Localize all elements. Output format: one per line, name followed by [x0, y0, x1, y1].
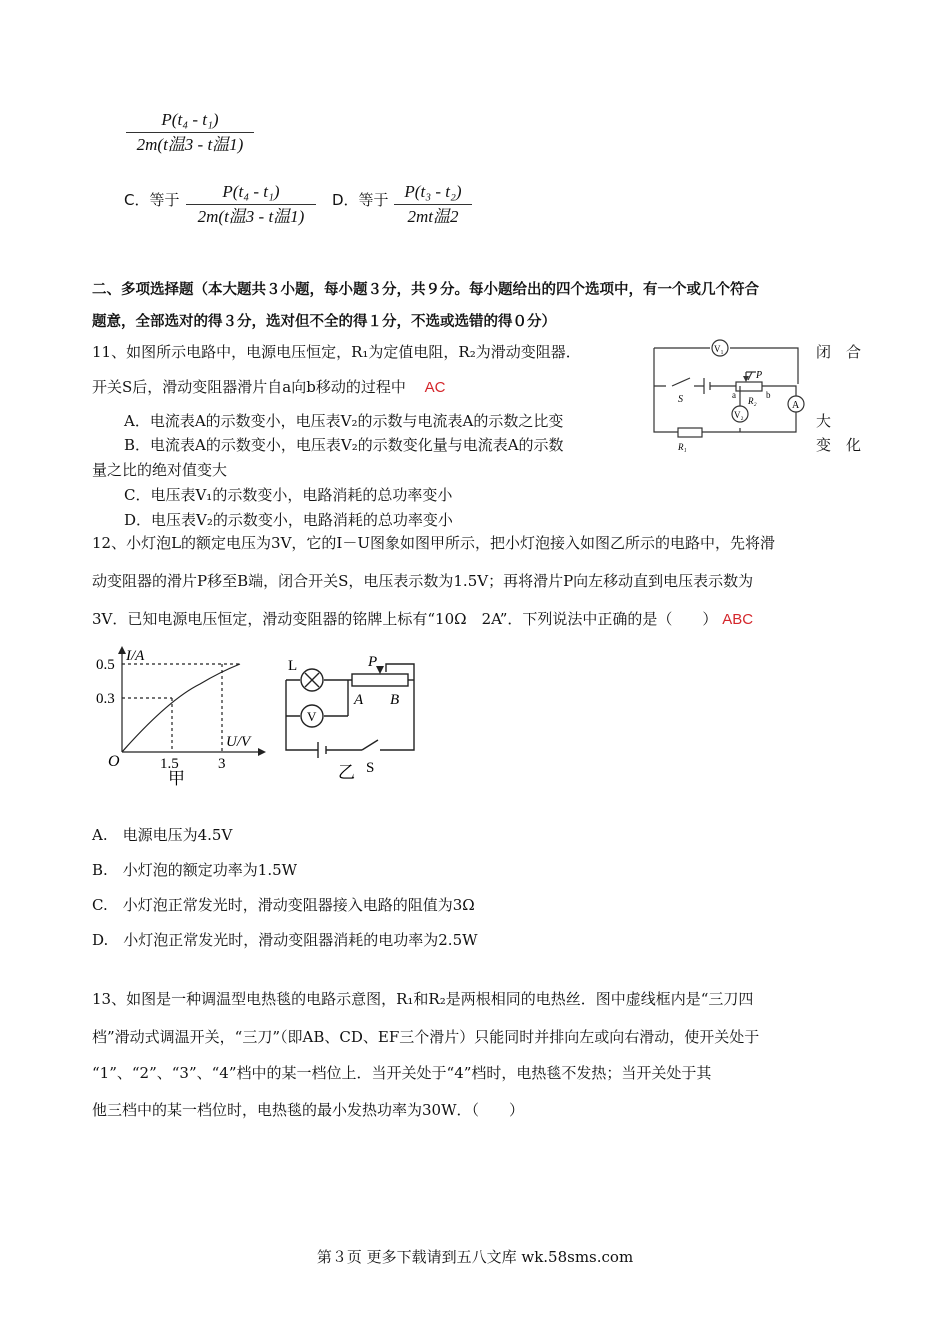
graph-tick-x1: 1.5 [160, 756, 179, 772]
circuit-caption: 乙 [338, 763, 355, 782]
graph-tick-y1: 0.5 [96, 657, 115, 673]
graph-tick-x2: 3 [218, 756, 226, 772]
q12-line3 [92, 608, 753, 629]
q12-option-a: A. 电源电压为4.5V [92, 826, 233, 844]
fig-label-r2: R₂ [748, 396, 757, 406]
q11-answer: AC [424, 379, 446, 396]
q11-circuit-figure [648, 332, 834, 458]
q12-option-c: C. 小灯泡正常发光时，滑动变阻器接入电路的阻值为3Ω [92, 896, 475, 914]
q11-line2 [92, 376, 445, 397]
fig-label-v1: V₁ [714, 344, 724, 354]
q12-option-d: D. 小灯泡正常发光时，滑动变阻器消耗的电功率为2.5W [92, 931, 478, 949]
circuit-label-p: P [368, 654, 378, 670]
q11-option-a-tail: 大 [816, 412, 832, 430]
fraction-denominator: 2m(t温3 - t温1) [186, 204, 316, 229]
section-heading-line1: 二、多项选择题（本大题共３小题，每小题３分，共９分。每小题给出的四个选项中，有一个或几个符合 [92, 282, 759, 298]
q11-stem: 开关S后，滑动变阻器滑片自a向b移动的过程中 [92, 378, 406, 396]
fraction-d [394, 180, 472, 229]
fig-label-pb: b [766, 390, 771, 400]
q11-option-b-cont: 量之比的绝对值变大 [92, 461, 228, 479]
fraction-top [126, 108, 254, 157]
q11-line1-tail: 闭 合 [816, 343, 862, 361]
q11-option-b-tail: 变 化 [816, 436, 862, 454]
page-footer: 第３页 更多下载请到五八文库 wk.58sms.com [316, 1248, 634, 1266]
q12-stem-end: 3V．已知电源电压恒定，滑动变阻器的铭牌上标有“10Ω 2A”．下列说法中正确的是（ ） [92, 610, 718, 628]
fraction-numerator: P(t₃ - t₂) [404, 182, 462, 201]
fraction-numerator: P(t₄ - t₁) [222, 182, 280, 201]
q12-option-b: B. 小灯泡的额定功率为1.5W [92, 861, 298, 879]
q11-line1: 11、如图所示电路中，电源电压恒定，R₁为定值电阻，R₂为滑动变阻器． [92, 343, 581, 361]
circuit-label-b: B [390, 692, 400, 708]
fraction-c [186, 180, 316, 229]
fig-label-v2: V₂ [734, 410, 744, 420]
option-c-label: C．等于 [124, 191, 180, 209]
fig-label-r1: R₁ [678, 442, 687, 452]
circuit-label-l: L [288, 658, 298, 674]
option-d-label: D．等于 [332, 191, 389, 209]
circuit-label-s: S [366, 760, 375, 776]
graph-tick-y2: 0.3 [96, 691, 115, 707]
graph-ylabel: I/A [126, 648, 145, 664]
q12-circuit [274, 650, 424, 782]
circuit-label-a: A [354, 692, 364, 708]
q13-line4: 他三档中的某一档位时，电热毯的最小发热功率为30W．（ ） [92, 1101, 525, 1119]
section-heading-line2: 题意，全部选对的得３分，选对但不全的得１分，不选或选错的得０分） [92, 314, 556, 330]
q13-line2: 档”滑动式调温开关，“三刀”（即AB、CD、EF三个滑片）只能同时并排向左或向右滑动，使开关处于 [92, 1028, 760, 1046]
q12-line2: 动变阻器的滑片P移至B端，闭合开关S，电压表示数为1.5V；再将滑片P向左移动直到电压表示数为 [92, 572, 754, 590]
fraction-denominator: 2m(t温3 - t温1) [126, 132, 254, 157]
fig-label-p: P [756, 370, 763, 381]
fraction-denominator: 2mt温2 [394, 204, 472, 229]
circuit-label-v: V [307, 709, 317, 724]
q11-option-c: C．电压表V₁的示数变小，电路消耗的总功率变小 [124, 486, 453, 504]
q13-line3: “1”、“2”、“3”、“4”档中的某一档位上．当开关处于“4”档时，电热毯不发热；当开关处于其 [92, 1064, 712, 1082]
q13-line1: 13、如图是一种调温型电热毯的电路示意图，R₁和R₂是两根相同的电热丝．图中虚线框内是“三刀四 [92, 990, 754, 1008]
graph-origin: O [108, 753, 120, 770]
q11-option-d: D．电压表V₂的示数变小，电路消耗的总功率变小 [124, 511, 453, 529]
fig-label-s: S [678, 394, 683, 405]
q12-answer: ABC [722, 611, 754, 628]
graph-caption: 甲 [168, 769, 185, 788]
fraction-numerator: P(t₄ - t₁) [161, 110, 219, 129]
q12-line1: 12、小灯泡L的额定电压为3V，它的I－U图象如图甲所示，把小灯泡接入如图乙所示的电路中，先将滑 [92, 534, 775, 552]
fig-label-pa: a [732, 390, 736, 400]
graph-xlabel: U/V [226, 734, 251, 750]
fig-label-a: A [792, 400, 800, 411]
q11-option-b: B．电流表A的示数变小，电压表V₂的示数变化量与电流表A的示数 [124, 436, 564, 454]
q11-option-a: A．电流表A的示数变小，电压表V₂的示数与电流表A的示数之比变 [124, 412, 564, 430]
q12-iu-graph [90, 642, 280, 790]
